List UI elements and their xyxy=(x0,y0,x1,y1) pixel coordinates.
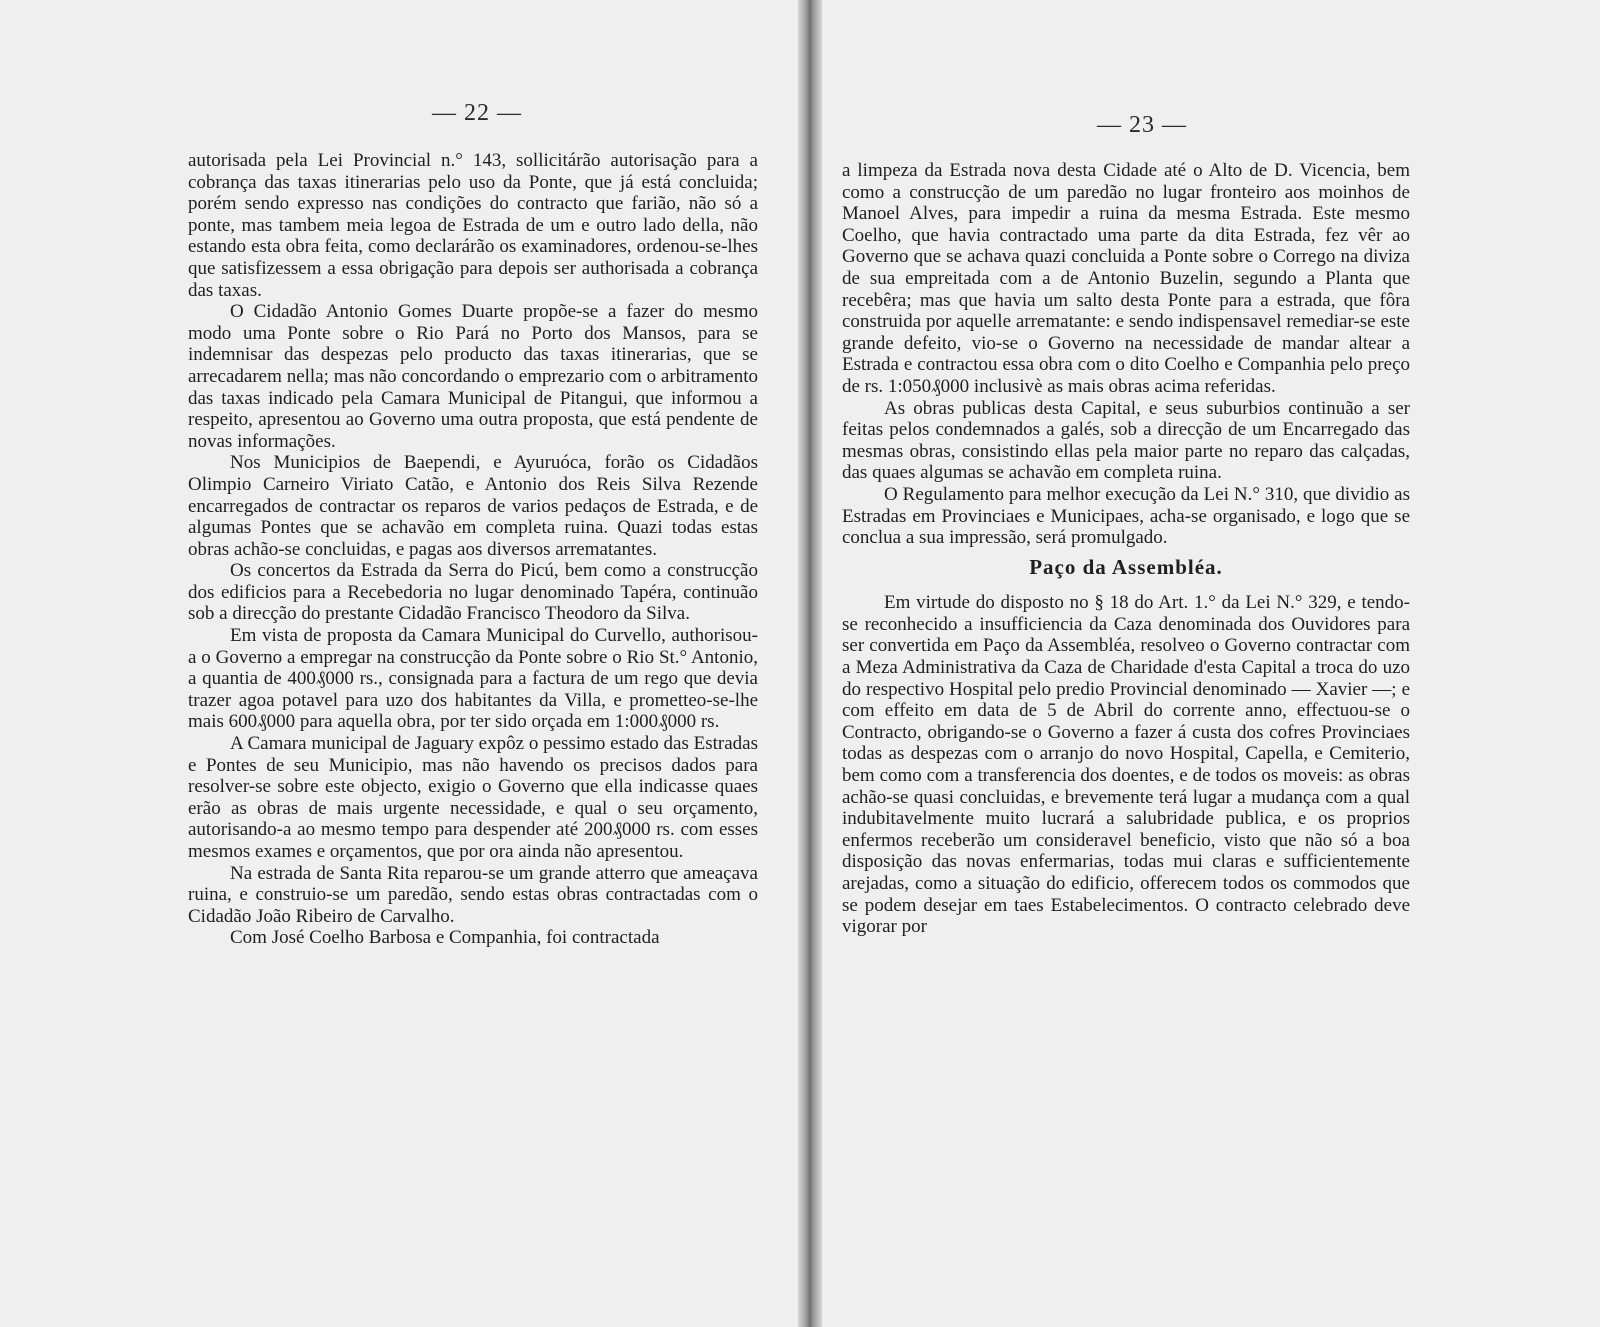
right-page xyxy=(822,0,1600,1327)
paragraph: Em virtude do disposto no § 18 do Art. 1.° da Lei N.° 329, e tendo-se reconhecido a insufficiencia da Caza denominada dos Ouvidores para ser convertida em Paço da Assembléa, resolveo o Governo contractar com a Meza Administrativa da Caza de Charidade d'esta Capital a troca do uzo do respectivo Hospital pelo predio Provincial denominado — Xavier —; e com effeito em data de 5 de Abril do corrente anno, effectuou-se o Contracto, obrigando-se o Governo a fazer á custa dos cofres Provinciaes todas as despezas com o arranjo do novo Hospital, Capella, e Cemiterio, bem como com a transferencia dos doentes, e de todos os moveis: as obras achão-se quasi concluidas, e brevemente terá lugar a mudança com a qual indubitavelmente muito lucrará a salubridade publica, e os proprios enfermos receberão um consideravel beneficio, visto que não só a boa disposição das novas enfermarias, todas mui claras e sufficientemente arejadas, como a situação do edificio, offerecem todos os commodos que se podem desejar em taes Estabelecimentos. O contracto celebrado deve vigorar por xyxy=(842,592,1410,938)
paragraph: autorisada pela Lei Provincial n.° 143, sollicitárão autorisação para a cobrança das taxas itinerarias pelo uso da Ponte, que já está concluida; porém sendo expresso nas condições do contracto que farião, não só a ponte, mas tambem meia legoa de Estrada de um e outro lado della, não estando esta obra feita, como declarárão os examinadores, ordenou-se-lhes que satisfizessem a essa obrigação para depois ser authorisada a cobrança das taxas. xyxy=(188,150,758,301)
paragraph: Nos Municipios de Baependi, e Ayuruóca, forão os Cidadãos Olimpio Carneiro Viriato Catão, e Antonio dos Reis Silva Rezende encarregados de contractar os reparos de varios pedaços de Estrada, e de algumas Pontes que se achavão em completa ruina. Quazi todas estas obras achão-se concluidas, e pagas aos diversos arrematantes. xyxy=(188,452,758,560)
paragraph: As obras publicas desta Capital, e seus suburbios continuão a ser feitas pelos condemnados a galés, sob a direcção de um Encarregado das mesmas obras, consistindo ellas pela maior parte no reparo das calçadas, das quaes algumas se achavão em completa ruina. xyxy=(842,397,1410,484)
paragraph: Com José Coelho Barbosa e Companhia, foi contractada xyxy=(230,927,660,949)
left-page-text xyxy=(188,150,758,949)
right-page-text xyxy=(842,160,1410,938)
section-heading: Paço da Assembléa. xyxy=(1029,554,1223,579)
paragraph: Na estrada de Santa Rita reparou-se um grande atterro que ameaçava ruina, e construio-se um paredão, sendo estas obras contractadas com o Cidadão João Ribeiro de Carvalho. xyxy=(188,862,758,927)
paragraph: a limpeza da Estrada nova desta Cidade até o Alto de D. Vicencia, bem como a construcção de um paredão no lugar fronteiro aos moinhos de Manoel Alves, para impedir a ruina da mesma Estrada. Este mesmo Coelho, que havia contractado uma parte da dita Estrada, fez vêr ao Governo que se achava quazi concluida a Ponte sobre o Corrego na diviza de sua empreitada com a de Antonio Buzelin, segundo a Planta que recebêra; mas que havia um salto desta Ponte para a estrada, que fôra construida por aquelle arrematante: e sendo indispensavel remediar-se este grande defeito, vio-se o Governo na necessidade de mandar altear a Estrada e contractou essa obra com o dito Coelho e Companhia pelo preço de rs. 1:050₰000 inclusivè as mais obras acima referidas. xyxy=(842,160,1410,397)
paragraph: Em vista de proposta da Camara Municipal do Curvello, authorisou-a o Governo a empregar na construcção da Ponte sobre o Rio St.° Antonio, a quantia de 400₰000 rs., consignada para a factura de um rego que devia trazer agoa potavel para uzo dos habitantes da Villa, e prometteo-se-lhe mais 600₰000 para aquella obra, por ter sido orçada em 1:000₰000 rs. xyxy=(188,625,758,733)
paragraph: O Cidadão Antonio Gomes Duarte propõe-se a fazer do mesmo modo uma Ponte sobre o Rio Pará no Porto dos Mansos, para se indemnisar das despezas pelo producto das taxas itinerarias, que se arrecadarem nella; mas não concordando o emprezario com o arbitramento das taxas indicado pela Camara Municipal de Pitangui, que informou a respeito, apresentou ao Governo uma outra proposta, que está pendente de novas informações. xyxy=(188,301,758,452)
paragraph: Os concertos da Estrada da Serra do Picú, bem como a construcção dos edificios para a Recebedoria no lugar denominado Tapéra, continuão sob a direcção do prestante Cidadão Francisco Theodoro da Silva. xyxy=(188,560,758,625)
page-number: — 23 — xyxy=(1097,112,1187,138)
paragraph: A Camara municipal de Jaguary expôz o pessimo estado das Estradas e Pontes de seu Municipio, mas não havendo os precisos dados para resolver-se sobre este objecto, exigio o Governo que ella indicasse quaes erão as obras de mais urgente necessidade, e qual o seu orçamento, autorisando-a ao mesmo tempo para despender até 200₰000 rs. com esses mesmos exames e orçamentos, que por ora ainda não apresentou. xyxy=(188,733,758,862)
page-number: — 22 — xyxy=(432,100,522,126)
book-gutter xyxy=(798,0,822,1327)
paragraph: O Regulamento para melhor execução da Lei N.° 310, que dividio as Estradas em Provinciaes e Municipaes, acha-se organisado, e logo que se conclua a sua impressão, será promulgado. xyxy=(842,483,1410,549)
